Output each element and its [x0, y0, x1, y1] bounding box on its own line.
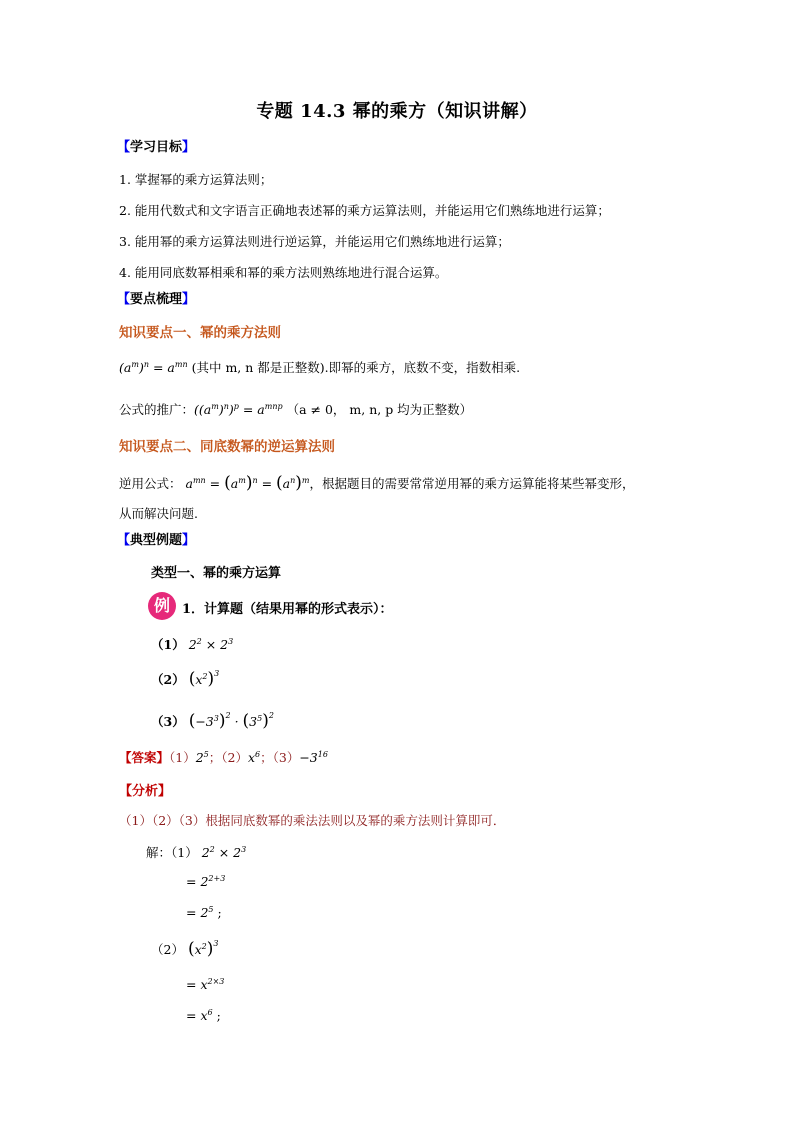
- solution-label: 解：（1）: [146, 845, 198, 860]
- item-2-label: （2）: [151, 672, 185, 687]
- point1-extension-line: [119, 400, 472, 418]
- section-goals: 【学习目标】: [117, 140, 196, 155]
- item-3: [151, 711, 274, 731]
- point2-text1: ，根据题目的需要常常逆用幂的乘方运算能将某些幂变形，: [309, 476, 635, 491]
- answer-part1: $2^5$: [195, 749, 209, 765]
- answer-label: 【答案】: [119, 750, 170, 765]
- point1-formula-text: (其中 m, n 都是正整数).即幂的乘方，底数不变，指数相乘.: [191, 360, 521, 375]
- solution-2-label: （2）: [151, 942, 184, 957]
- section-examples: 【典型例题】: [117, 533, 196, 548]
- extension-formula: $((a^m)^n)^p = a^{mnp}$: [194, 401, 283, 417]
- analysis-text: （1）（2）（3）根据同底数幂的乘法法则以及幂的乘方法则计算即可．: [119, 813, 506, 828]
- item-1-expression: $2^2 \times 2^3$: [188, 636, 234, 652]
- solution-2-step2: = $x^6$ ;: [186, 1007, 221, 1023]
- answer-part2: $x^6$: [247, 749, 261, 765]
- item-1-label: （1）: [151, 637, 185, 652]
- item-3-expression: $(-3^3)^2 \cdot (3^5)^2$: [188, 711, 274, 731]
- section-points: 【要点梳理】: [117, 292, 196, 307]
- item-3-label: （3）: [151, 714, 185, 729]
- solution-1-step1: = $2^{2+3}$: [186, 873, 226, 889]
- item-1: [151, 635, 233, 653]
- answer-part1-label: （1）: [169, 750, 196, 765]
- answer-part3: $-3^{16}$: [299, 749, 328, 765]
- section-points-label: 要点梳理: [130, 292, 183, 307]
- answer-part3-label: ；（3）: [260, 750, 300, 765]
- answer-part2-label: ；（2）: [208, 750, 248, 765]
- answer-line: [119, 748, 328, 766]
- question-text: 1．计算题（结果用幂的形式表示）：: [182, 602, 393, 617]
- section-goals-label: 学习目标: [130, 140, 183, 155]
- solution-2: [151, 939, 218, 959]
- power-rule-formula: $(a^m)^n = a^{mn}$: [119, 359, 188, 375]
- page-title: 专题 14.3 幂的乘方（知识讲解）: [256, 101, 538, 122]
- point2-heading: 知识要点二、同底数幂的逆运算法则: [119, 439, 335, 455]
- solution-1: [146, 843, 246, 861]
- goal-item: 4. 能用同底数幂相乘和幂的乘方法则熟练地进行混合运算。: [119, 265, 448, 280]
- point2-label: 逆用公式：: [119, 476, 182, 491]
- point2-line: [119, 473, 635, 493]
- point2-text2: 从而解决问题.: [119, 506, 198, 521]
- analysis-label: 【分析】: [119, 784, 172, 799]
- item-2: [151, 669, 219, 689]
- point1-formula-line: [119, 358, 520, 376]
- goal-item: 2. 能用代数式和文字语言正确地表述幂的乘方运算法则，并能运用它们熟练地进行运算；: [119, 203, 610, 218]
- section-examples-label: 典型例题: [130, 533, 183, 548]
- example-badge: 例: [148, 592, 176, 620]
- inverse-formula: $a^{mn} = (a^m)^n = (a^n)^m$: [185, 473, 310, 493]
- item-2-expression: $(x^2)^3$: [188, 669, 220, 689]
- type1-heading: 类型一、幂的乘方运算: [151, 566, 282, 581]
- goal-item: 1. 掌握幂的乘方运算法则；: [119, 172, 273, 187]
- extension-label: 公式的推广：: [119, 402, 195, 417]
- extension-condition: （a ≠ 0， m, n, p 均为正整数）: [286, 402, 473, 417]
- solution-2-step0: $(x^2)^3$: [187, 939, 219, 959]
- solution-1-step2: = $2^5$ ;: [186, 904, 222, 920]
- point1-heading: 知识要点一、幂的乘方法则: [119, 325, 281, 341]
- solution-1-step0: $2^2 \times 2^3$: [201, 844, 247, 860]
- goal-item: 3. 能用幂的乘方运算法则进行逆运算，并能运用它们熟练地进行运算；: [119, 234, 510, 249]
- solution-2-step1: = $x^{2\times 3}$: [186, 976, 225, 992]
